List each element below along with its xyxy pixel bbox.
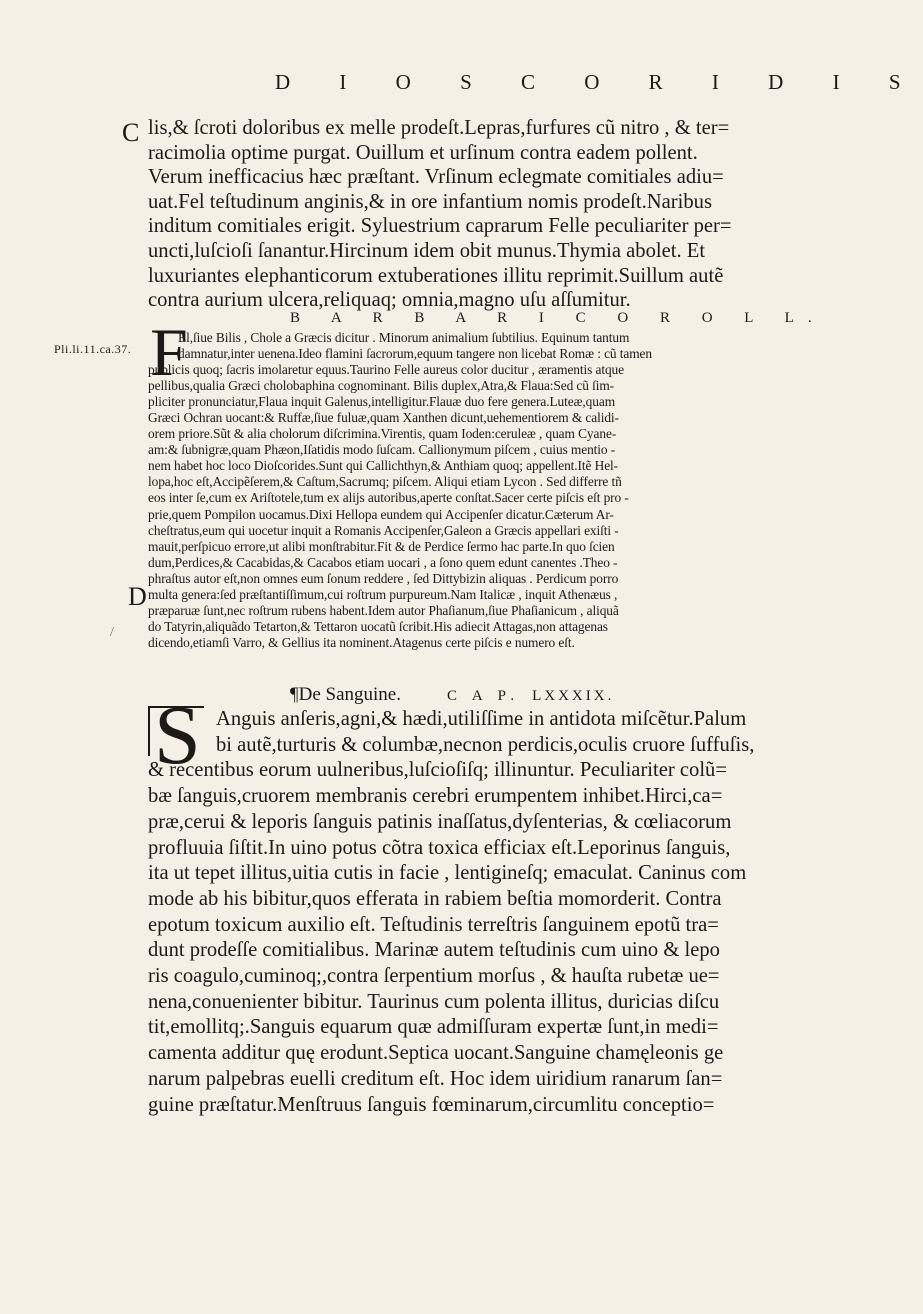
text-line: eos inter ſe,cum ex Ariſtotele,tum ex alijs autoribus,aperte conſtat.Sacer certe piſcis eſt pro -: [148, 490, 629, 506]
drop-cap-f: F: [150, 314, 188, 390]
text-line: dunt prodeſſe comitialibus. Marinæ autem teſtudinis cum uino & lepo: [148, 939, 720, 962]
text-line: phraſtus autor eſt,non omnes eum ſonum reddere , ſed Dittybizin aliquas . Perdicum porro: [148, 570, 619, 586]
chapter-title: De Sanguine.: [298, 684, 401, 705]
text-line: publicis quoq; ſacris imolaretur equus.Taurino Felle aureus color ducitur , æramentis atque: [148, 362, 624, 378]
text-line: narum palpebras euelli creditum eſt. Hoc idem uiridium ranarum ſan=: [148, 1067, 723, 1090]
margin-tick-mark: /: [110, 625, 114, 640]
pilcrow-icon: ¶: [290, 684, 299, 705]
text-line: Verum inefficacius hæc præſtant. Vrſinum eclegmate comitiales adiu=: [148, 166, 724, 189]
text-line: mauit,perſpicuo errore,ut alibi monſtrabitur.Fit & de Perdice ſermo hac parte.In quo ſcien: [148, 538, 615, 554]
text-line: ris coagulo,cuminoq;,contra ſerpentium morſus , & hauſta rubetæ ue=: [148, 965, 720, 988]
text-line: camenta additur quę erodunt.Septica uocant.Sanguine chamęleonis ge: [148, 1042, 724, 1065]
running-head: D I O S C O R I D I S: [275, 70, 923, 94]
margin-note-pliny: Pli.li.11.ca.37.: [54, 342, 132, 356]
text-line: lis,& ſcroti doloribus ex melle prodeſt.Lepras,furfures cũ nitro , & ter=: [148, 117, 730, 139]
chapter-number: LXXXIX.: [532, 688, 615, 704]
text-line: am:& ſubnigræ,quam Phæon,Iſatidis modo ſuſcam. Callionymum piſcem , cuius mentio -: [148, 442, 616, 458]
text-line: uat.Fel teſtudinum anginis,& in ore infantium nomis prodeſt.Naribus: [148, 190, 712, 213]
margin-letter-c: C: [122, 118, 140, 147]
text-line: contra aurium ulcera,reliquaq; omnia,magno uſu aſſumitur.: [148, 289, 631, 312]
chapter-cap-label: C A P.: [446, 688, 521, 704]
text-line: cheſtratus,eum qui uocetur inquit a Romanis Accipenſer,Galeon a Græcis appellari exiſti -: [148, 522, 619, 538]
commentary-text: [148, 330, 798, 651]
text-line: bi autẽ,turturis & columbæ,necnon perdicis,oculis cruore ſuffuſis,: [216, 733, 755, 756]
text-line: præparuæ ſunt,nec roſtrum rubens habent.Idem autor Phaſianum,ſiue Phaſianicum , aliquã: [148, 602, 619, 618]
text-line: bæ ſanguis,cruorem membranis cerebri erumpentem inhibet.Hirci,ca=: [148, 785, 723, 808]
text-line: nena,conuenienter bibitur. Taurinus cum polenta illitus, duricias diſcu: [148, 990, 720, 1013]
text-line: prie,quem Pompilon uocamus.Dixi Hellopa eundem qui Accipenſer dicatur.Cæterum Ar-: [148, 506, 614, 522]
text-line: multa genera:ſed præſtantiſſimum,cui roſtrum purpureum.Nam Italicæ , inquit Athenæus ,: [148, 586, 618, 602]
text-line: epotum toxicum auxilio eſt. Teſtudinis terreſtris ſanguinem epotũ tra=: [148, 913, 719, 936]
text-line: & recentibus eorum uulneribus,luſcioſiſq; illinuntur. Peculiariter colũ=: [148, 759, 727, 782]
margin-letter-d: D: [128, 582, 147, 611]
text-line: orem priore.Sũt & alia cholorum diſcrimina.Virentis, quam Ioden:ceruleæ , quam Cyane-: [148, 426, 617, 442]
text-line: ita ut tepet illitus,uitia cutis in facie , lentigineſq; emaculat. Caninus com: [148, 862, 747, 885]
blood-chapter-text: [148, 707, 798, 1118]
text-line: nem habet hoc loco Dioſcorides.Sunt qui Callichthyn,& Anthiam quoq; appellent.Itẽ Hel-: [148, 458, 619, 474]
drop-cap-s-letter: S: [154, 689, 201, 782]
text-line: guine præſtatur.Menſtruus ſanguis fœminarum,circumlitu conceptio=: [148, 1093, 715, 1116]
text-line: tit,emollitq;.Sanguis equarum quæ admiſſuram expertæ ſunt,in medi=: [148, 1016, 719, 1039]
text-line: lopa,hoc eſt,Accipẽſerem,& Caſtum,Sacrumq; piſcem. Aliqui etiam Lycon . Sed differre tñ: [148, 474, 622, 490]
text-line: præ,cerui & leporis ſanguis patinis inaſſatus,dyſenterias, & cœliacorum: [148, 810, 732, 833]
text-line: uncti,luſcioſi ſanantur.Hircinum idem obit munus.Thymia abolet. Et: [148, 239, 706, 262]
text-line: inditum comitiales erigit. Syluestrium caprarum Felle peculiariter per=: [148, 215, 732, 238]
text-line: do Tatyrin,aliquãdo Tetarton,& Tettaron uocatũ ſcribit.His adiecit Attagas,non attagenas: [148, 618, 608, 634]
text-line: Anguis anſeris,agni,& hædi,utiliſſime in antidota miſcẽtur.Palum: [216, 708, 747, 730]
text-line: racimolia optime purgat. Ouillum et urſinum contra eadem pollent.: [148, 141, 698, 164]
chapter-heading: [290, 684, 614, 706]
upper-text: [148, 116, 798, 313]
text-line: profluuia ſiſtit.In uino potus cõtra toxica efficiax eſt.Leporinus ſanguis,: [148, 836, 731, 859]
section-title-barbari: B A R B A R I C O R O L L.: [290, 310, 826, 326]
text-line: dicendo,etiamſi Varro, & Gellius ita nominent.Atagenus certe piſcis e numero eſt.: [148, 634, 575, 650]
text-line: pellibus,qualia Græci cholobaphina cognominant. Bilis duplex,Atra,& Flaua:Sed cũ ſim-: [148, 378, 615, 394]
text-line: damnatur,inter uenena.Ideo flamini ſacrorum,equum tangere non licebat Romæ : cũ tamen: [178, 346, 652, 362]
text-line: mode ab his bibitur,quos efferata in rabiem beſtia momorderit. Contra: [148, 887, 722, 910]
text-line: luxuriantes elephanticorum extuberationes illitu reprimit.Suillum autẽ: [148, 264, 724, 287]
text-line: pliciter pronunciatur,Flaua inquit Galenus,intelligitur.Flauæ duo fere genera.Luteæ,quam: [148, 394, 616, 410]
text-line: El,ſiue Bilis , Chole a Græcis dicitur . Minorum animalium ſubtilius. Equinum tantum: [178, 330, 630, 345]
text-line: Græci Ochran uocant:& Ruffæ,ſiue fuluæ,quam Xanthen dicunt,uehementiorem & calidi-: [148, 410, 619, 426]
text-line: dum,Perdices,& Cacabidas,& Cacabos etiam uocari , a ſono quem edunt canentes .Theo -: [148, 554, 618, 570]
